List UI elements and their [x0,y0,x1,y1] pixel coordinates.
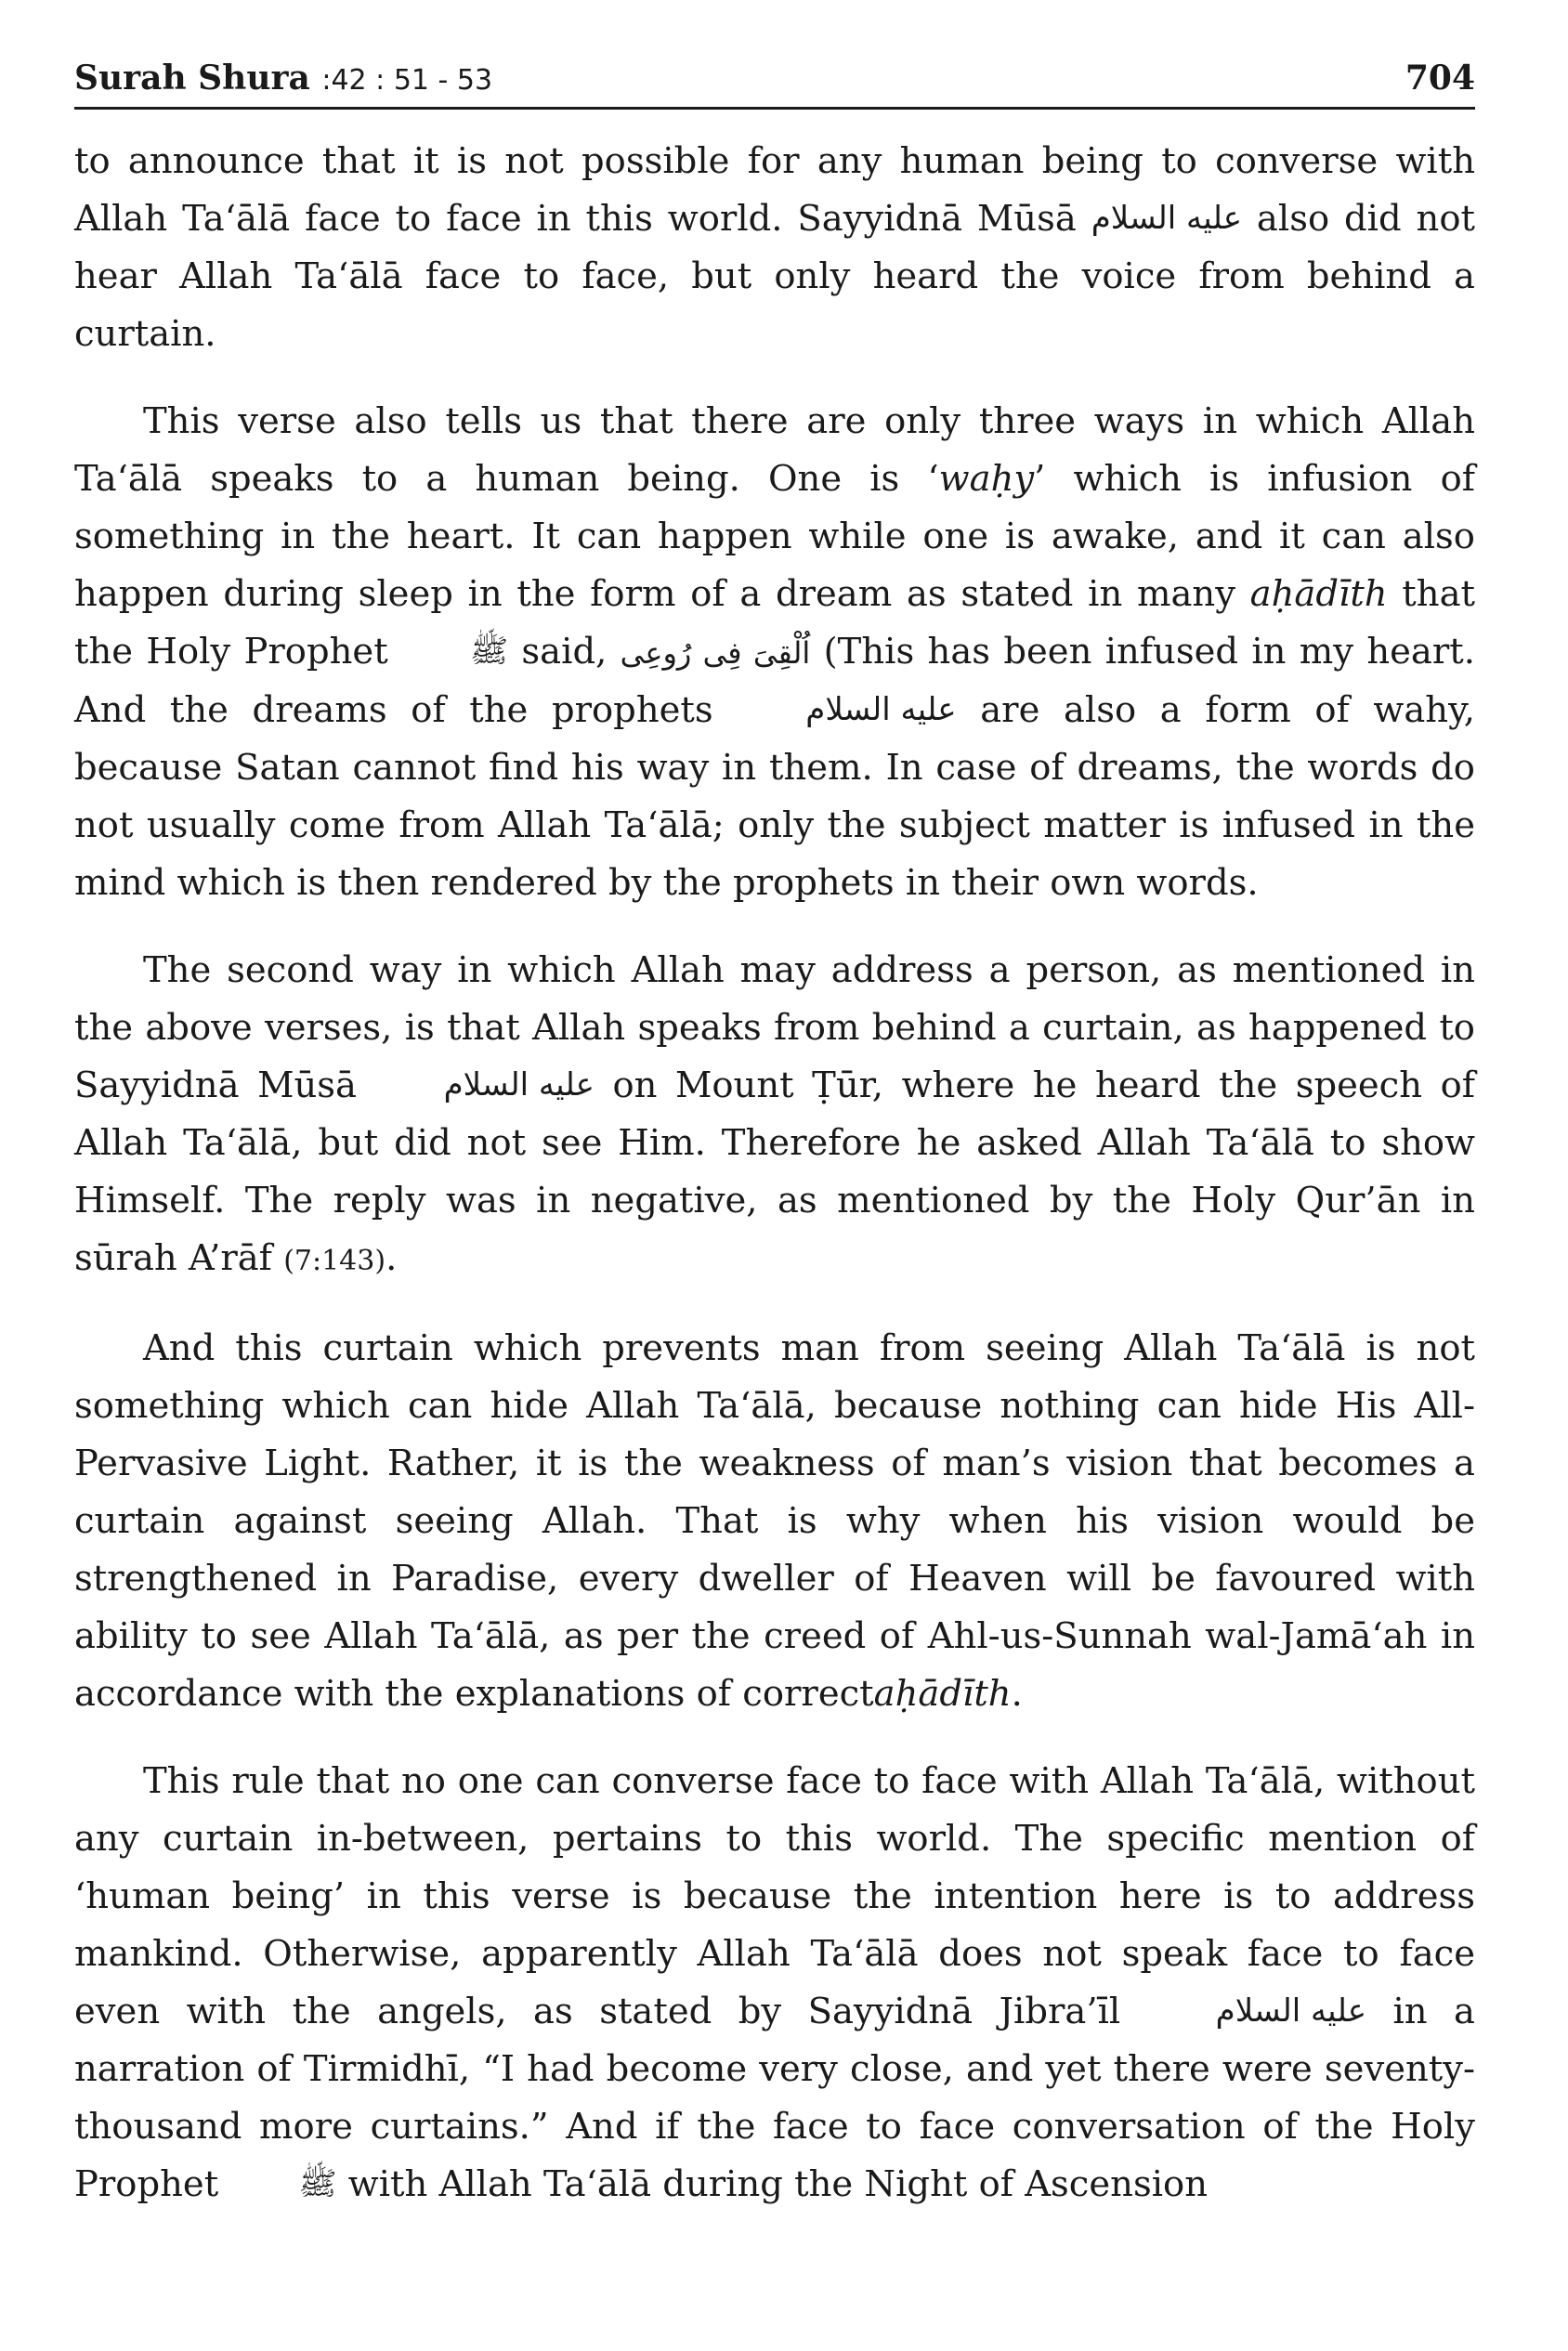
text-run: to announce that it is not possible for any human being to converse with Allah Ta‘ālā face to face in this world. Sayyidnā Mūsā [74,140,1475,240]
alaihissalam-symbol: عليه السلام [805,691,957,728]
text-run: . [1011,1673,1023,1715]
italic-term: waḥy [938,458,1035,500]
running-head [74,59,492,98]
text-run: that the Holy Prophet [74,573,1475,673]
salla-symbol: ﷺ [298,2165,337,2202]
text-run: This rule that no one can converse face to face with Allah Ta‘ālā, without any curtain in-between, pertains to this world. The specific mention of ‘human being’ in this verse is because the intention here is to address mankind. Otherwise, apparently Allah Ta‘ālā does not speak face to face even with the angels, as stated by Sayyidnā Jibra’īl [74,1760,1475,2032]
alaihissalam-symbol: عليه السلام [1215,1992,1366,2030]
text-run: said, [521,631,608,673]
text-run: with Allah Ta‘ālā during the Night of Ascension [347,2163,1208,2205]
text-run: are also a form of wahy, because Satan cannot find his way in them. In case of dreams, the words do not usually come from Allah Ta‘ālā; only the subject matter is infused in the mind which is then rendered by the prophets in their own words. [74,689,1475,904]
text-run: This verse also tells us that there are only three ways in which Allah Ta‘ālā speaks to a human being. One is ‘ [74,400,1475,500]
document-page [74,51,1475,2214]
text-run: (This has been infused in my heart. And the dreams of the prophets [74,631,1475,731]
text-run: . [385,1237,398,1279]
text-run: ’ which is infusion of something in the heart. It can happen while one is awake, and it can also happen during sleep in the form of a dream as stated in many [74,458,1476,615]
text-run: And this curtain which prevents man from seeing Allah Ta‘ālā is not something which can hide Allah Ta‘ālā, because nothing can hide His All-Pervasive Light. Rather, it is the weakness of man’s vision that becomes a curtain against seeing Allah. That is why when his vision would be strengthened in Paradise, every dweller of Heaven will be favoured with ability to see Allah Ta‘ālā, as per the creed of Ahl-us-Sunnah wal-Jamā‘ah in accordance with the explanations of correct [74,1327,1475,1715]
verse-citation: (7:143) [283,1245,386,1277]
paragraph-1 [74,133,1475,363]
text-run: on Mount Ṭūr, where he heard the speech of Allah Ta‘ālā, but did not see Him. Therefore he asked Allah Ta‘ālā to show Himself. The reply was in negative, as mentioned by the Holy Qur’ān in sūrah A’rāf [74,1064,1475,1279]
paragraph-3 [74,942,1475,1290]
text-run: in a narration of Tirmidhī, “I had become very close, and yet there were seventy-thousand more curtains.” And if the face to face conversation of the Holy Prophet [74,1991,1475,2205]
paragraph-2 [74,393,1475,912]
paragraph-4 [74,1320,1475,1723]
alaihissalam-symbol: عليه السلام [443,1066,595,1104]
paragraph-5 [74,1753,1475,2214]
alaihissalam-symbol: عليه السلام [1091,200,1243,237]
body-text [74,133,1475,2214]
arabic-quote: اُلْقِیَ فِی رُوعِی [620,635,811,671]
italic-term: aḥādīth [873,1673,1012,1715]
italic-term: aḥādīth [1249,573,1388,615]
text-run: The second way in which Allah may address a person, as mentioned in the above verses, is that Allah speaks from behind a curtain, as happened to Sayyidnā Mūsā [74,949,1475,1106]
surah-title: Surah Shura [74,59,310,98]
salla-symbol: ﷺ [470,633,509,670]
page-header [74,51,1475,110]
page-number: 704 [1405,59,1475,98]
verse-reference: :42 : 51 - 53 [321,64,493,97]
text-run: also did not hear Allah Ta‘ālā face to face, but only heard the voice from behind a curtain. [74,198,1475,355]
